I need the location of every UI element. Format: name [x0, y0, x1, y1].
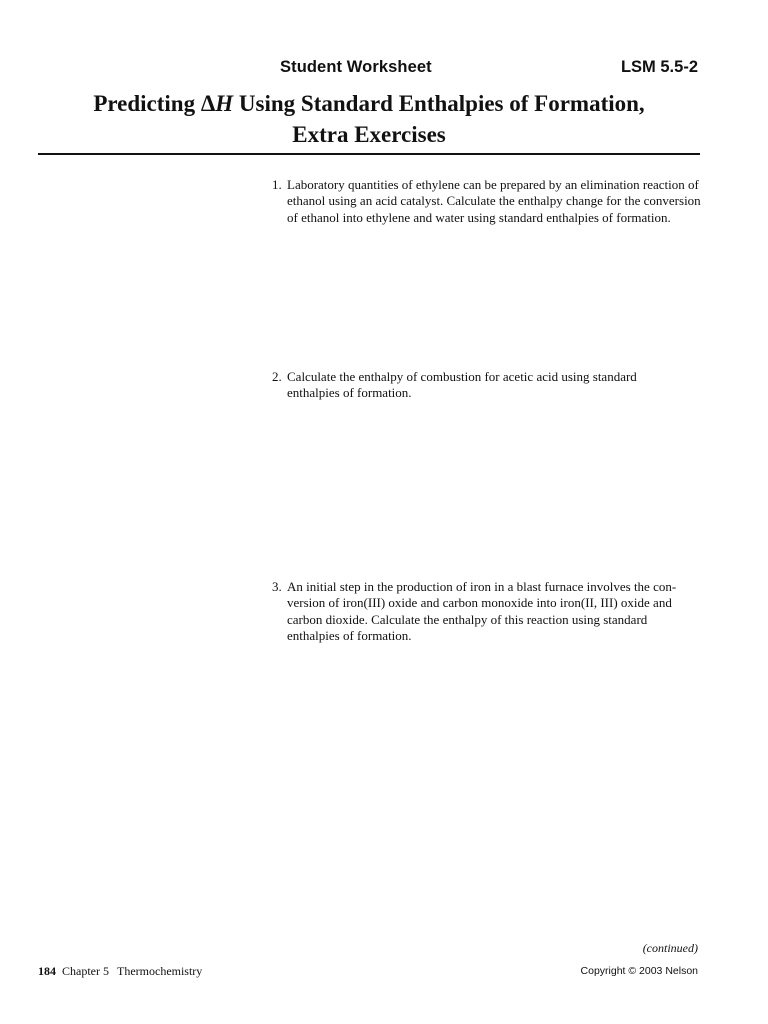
question-line: ethanol using an acid catalyst. Calculate the enthalpy change for the conversion — [287, 193, 701, 209]
question-line: carbon dioxide. Calculate the enthalpy of this reaction using standard — [287, 611, 648, 627]
question-line: enthalpies of formation. — [287, 385, 412, 401]
copyright-notice: Copyright © 2003 Nelson — [580, 965, 698, 977]
chapter-title: Thermochemistry — [117, 964, 203, 978]
page-number: 184 — [38, 964, 56, 978]
worksheet-label: Student Worksheet — [280, 58, 432, 76]
question-2 — [272, 369, 702, 402]
question-text — [287, 579, 702, 644]
enthalpy-symbol: H — [215, 91, 234, 116]
question-line: enthalpies of formation. — [287, 627, 412, 643]
delta-symbol: Δ — [200, 91, 216, 116]
question-text — [287, 177, 702, 226]
question-line: of ethanol into ethylene and water using standard enthalpies of formation. — [287, 209, 671, 225]
title-prefix: Predicting — [93, 91, 201, 116]
continued-note: (continued) — [642, 941, 698, 955]
question-number: 2. — [272, 369, 282, 384]
title-line-2: Extra Exercises — [292, 122, 446, 147]
question-line: version of iron(III) oxide and carbon monoxide into iron(II, III) oxide and — [287, 595, 672, 611]
title-divider — [38, 153, 700, 155]
question-line: Calculate the enthalpy of combustion for acetic acid using standard — [287, 369, 637, 384]
chapter-label: Chapter 5 — [62, 964, 109, 978]
question-3 — [272, 579, 702, 644]
question-1 — [272, 177, 702, 226]
question-line: Laboratory quantities of ethylene can be prepared by an elimination reaction of — [287, 177, 699, 192]
worksheet-code: LSM 5.5-2 — [620, 58, 698, 76]
title-suffix: Using Standard Enthalpies of Formation, — [233, 91, 645, 116]
question-text — [287, 369, 702, 402]
question-number: 3. — [272, 579, 282, 594]
title-line-1 — [38, 88, 700, 119]
question-line: An initial step in the production of iron in a blast furnace involves the con- — [287, 579, 677, 594]
footer-page-info — [38, 964, 202, 979]
question-number: 1. — [272, 177, 282, 192]
page-title — [38, 88, 700, 150]
